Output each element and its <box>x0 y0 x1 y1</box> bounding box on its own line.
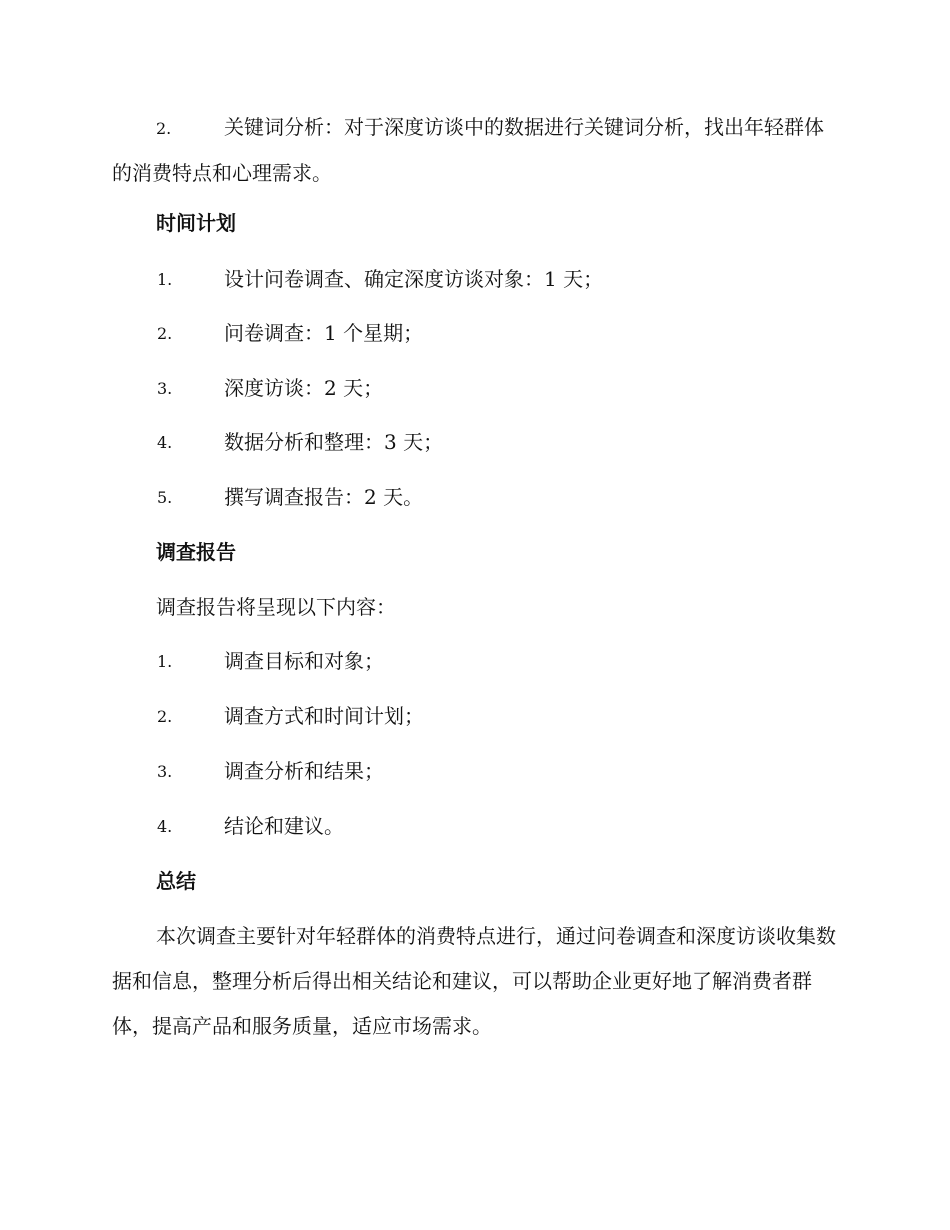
list-number: 3. <box>157 762 173 781</box>
list-number: 2. <box>157 707 173 726</box>
list-item-text: 结论和建议。 <box>224 814 344 838</box>
list-number: 1. <box>157 270 173 289</box>
list-number: 2. <box>157 324 173 343</box>
report-intro: 调查报告将呈现以下内容： <box>156 595 396 619</box>
summary-paragraph: 本次调查主要针对年轻群体的消费特点进行，通过问卷调查和深度访谈收集数据和信息，整理分析后得出相关结论和建议，可以帮助企业更好地了解消费者群体，提高产品和服务质量，适应市场需求。 <box>112 924 836 1038</box>
list-number: 5. <box>157 488 173 507</box>
list-number: 3. <box>157 379 173 398</box>
list-item-text: 深度访谈：2 天； <box>224 376 384 400</box>
section-heading-report: 调查报告 <box>156 540 236 564</box>
list-number: 1. <box>157 652 173 671</box>
list-item-text: 关键词分析：对于深度访谈中的数据进行关键词分析，找出年轻群体的消费特点和心理需求。 <box>112 115 824 185</box>
list-item-text: 调查分析和结果； <box>224 759 384 783</box>
list-item-text: 撰写调查报告：2 天。 <box>224 485 424 509</box>
list-item-text: 调查目标和对象； <box>224 649 384 673</box>
list-item-text: 数据分析和整理：3 天； <box>224 430 444 454</box>
list-item-keyword-analysis <box>112 105 838 196</box>
list-number: 4. <box>157 433 173 452</box>
list-item-text: 调查方式和时间计划； <box>224 704 424 728</box>
list-number: 2. <box>156 119 172 138</box>
section-heading-schedule: 时间计划 <box>156 211 236 235</box>
list-number: 4. <box>157 817 173 836</box>
list-item-text: 问卷调查：1 个星期； <box>224 321 424 345</box>
section-heading-summary: 总结 <box>156 869 196 893</box>
list-item-text: 设计问卷调查、确定深度访谈对象：1 天； <box>224 267 604 291</box>
